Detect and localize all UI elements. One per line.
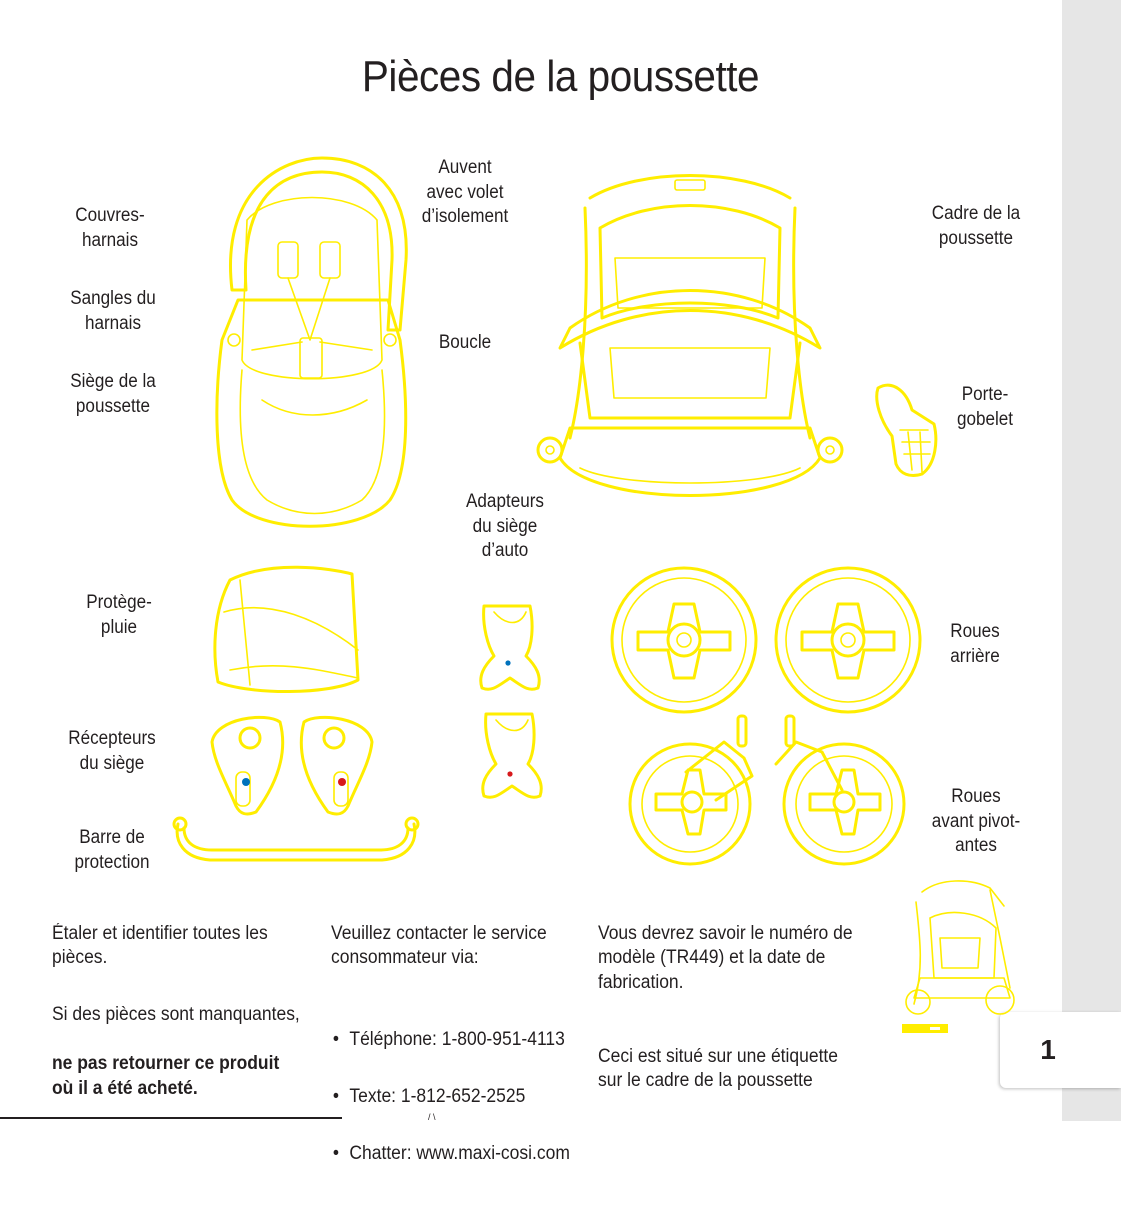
stroller-seat-illustration <box>212 150 412 540</box>
label-porte-gobelet: Porte- gobelet <box>956 384 1014 430</box>
page-number: 1 <box>1040 1034 1056 1065</box>
label-barre: Barre de protection <box>74 827 150 873</box>
contact-column <box>331 897 579 1223</box>
side-strip <box>1062 0 1121 1121</box>
page-title: Pièces de la poussette <box>361 52 760 101</box>
label-location-text: Ceci est situé sur une étiquette sur le cadre de la poussette <box>598 1045 839 1091</box>
label-adapteurs: Adapteurs du siège d’auto <box>466 491 544 561</box>
label-auvent: Auvent avec volet d’isolement <box>421 157 509 227</box>
cup-holder-illustration <box>872 380 942 480</box>
swivel-front-wheel-illustration <box>626 712 911 870</box>
model-info-text: Vous devrez savoir le numéro de modèle (TR449) et la date de fabrication. <box>598 922 853 993</box>
stroller-frame-illustration <box>530 168 850 518</box>
label-roues-arriere: Roues arrière <box>950 621 1000 667</box>
rain-cover-illustration <box>210 560 365 700</box>
assembled-stroller-illustration <box>900 878 1020 1034</box>
contact-text: • Texte: 1-812-652-2525 <box>331 1085 579 1110</box>
label-siege: Siège de la poussette <box>70 371 156 417</box>
label-recepteurs: Récepteurs du siège <box>68 728 156 774</box>
bottom-rule <box>0 1117 342 1119</box>
missing-parts-text: Si des pièces sont manquantes, <box>52 1004 300 1025</box>
seat-receiver-illustration <box>206 712 381 817</box>
label-cadre: Cadre de la poussette <box>931 203 1021 249</box>
label-roues-avant: Roues avant pivot- antes <box>931 786 1021 856</box>
bottom-mark: / \ <box>428 1112 436 1122</box>
missing-parts-warning: ne pas retourner ce produit où il a été acheté. <box>52 1053 280 1099</box>
contact-chatter: • Chatter: www.maxi-cosi.com <box>331 1142 579 1167</box>
instructions-column <box>52 897 310 1126</box>
contact-list <box>331 1003 579 1199</box>
label-couvres-harnais: Couvres- harnais <box>75 205 145 251</box>
model-info-column <box>598 897 856 1118</box>
contact-phone: • Téléphone: 1-800-951-4113 <box>331 1028 579 1053</box>
label-boucle: Boucle <box>438 332 492 353</box>
label-sangles: Sangles du harnais <box>70 288 156 334</box>
car-seat-adapter-illustration <box>470 596 550 806</box>
label-protege-pluie: Protège- pluie <box>86 592 152 638</box>
bumper-bar-illustration <box>170 812 422 872</box>
instructions-text: Étaler et identifier toutes les pièces. <box>52 922 268 968</box>
rear-wheel-illustration <box>608 566 928 716</box>
contact-intro: Veuillez contacter le service consommateur via: <box>331 922 547 968</box>
